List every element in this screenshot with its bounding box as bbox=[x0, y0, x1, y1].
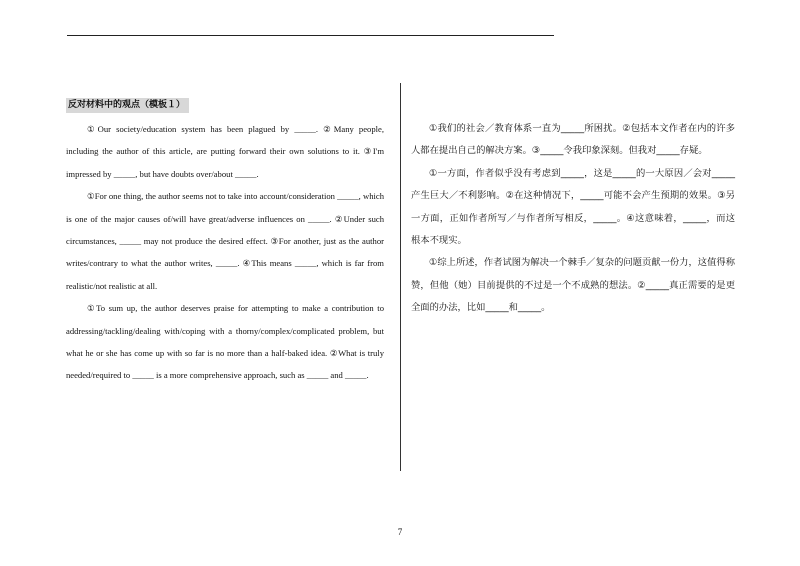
english-paragraph-2: ①For one thing, the author seems not to take into account/consideration _____, which is one of the major causes of/will have great/adverse influences on _____. ②Under such circumstances, _____ may not produce the desired effect. ③For another, just as the author writes/contrary to what the author writes, _____. ④This means _____, which is far from realistic/not realistic at all. bbox=[66, 191, 384, 291]
chinese-paragraph-3: ①综上所述，作者试图为解决一个棘手／复杂的问题贡献一份力，这值得称赞，但他（她）目前提供的不过是一个不成熟的想法。②_____真正需要的是更全面的办法，比如_____和_____。 bbox=[411, 257, 735, 314]
header-rule bbox=[67, 35, 554, 36]
page-number: 7 bbox=[397, 527, 403, 537]
english-paragraph-3: ①To sum up, the author deserves praise for attempting to make a contribution to addressing/tackling/dealing with/coping with a thorny/complex/complicated problem, but what he or she has come up with so far is no more than a half-baked idea. ②What is truly needed/required to _____ is a more comprehensive approach, such as _____ and _____. bbox=[66, 303, 384, 381]
english-column bbox=[66, 93, 384, 387]
column-divider bbox=[400, 83, 401, 471]
section-heading: 反对材料中的观点（模板１） bbox=[66, 98, 189, 113]
chinese-paragraph-1: ①我们的社会／教育体系一直为_____所困扰。②包括本文作者在内的许多人都在提出自己的解决方案。③_____令我印象深刻。但我对_____存疑。 bbox=[411, 123, 735, 157]
chinese-column bbox=[411, 118, 735, 320]
english-paragraph-1: ①Our society/education system has been plagued by _____. ②Many people, including the author of this article, are putting forward their own solutions to it. ③I'm impressed by _____, but have doubts over/about _____. bbox=[66, 124, 384, 179]
chinese-paragraph-2: ①一方面，作者似乎没有考虑到_____，这是_____的一大原因／会对_____产生巨大／不利影响。②在这种情况下，_____可能不会产生预期的效果。③另一方面，正如作者所写／与作者所写相反，_____。④这意味着，_____，而这根本不现实。 bbox=[411, 167, 735, 247]
